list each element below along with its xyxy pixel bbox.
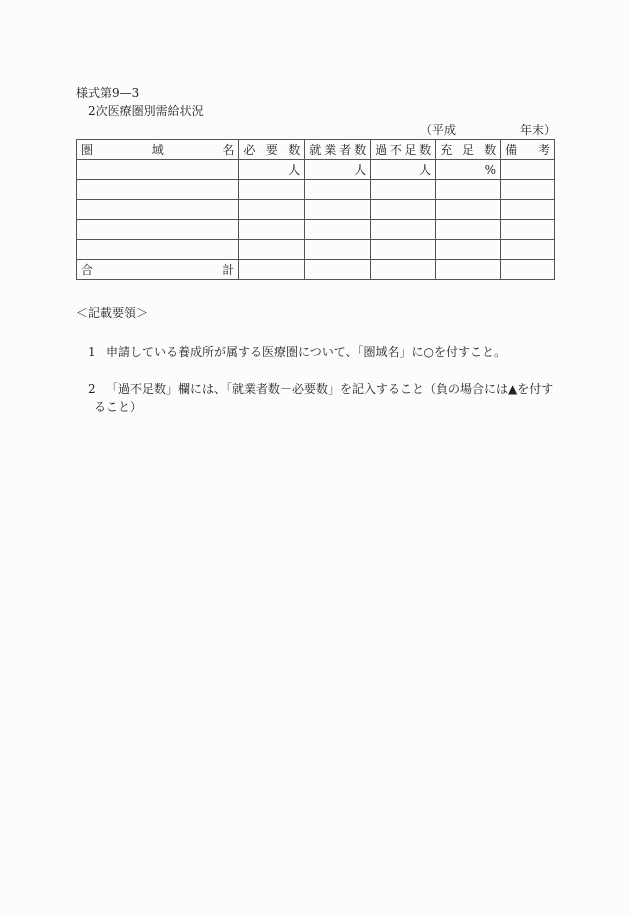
- cell[interactable]: [436, 220, 501, 240]
- total-row: [77, 260, 555, 280]
- note-text-continued: ること）: [94, 400, 143, 414]
- header-sufficiency: 充 足 数: [436, 140, 501, 160]
- cell[interactable]: [436, 240, 501, 260]
- table-row: [77, 180, 555, 200]
- cell[interactable]: [436, 260, 501, 280]
- unit-cell[interactable]: 人: [305, 160, 371, 180]
- table-row: [77, 240, 555, 260]
- cell[interactable]: [371, 200, 436, 220]
- unit-cell[interactable]: 人: [371, 160, 436, 180]
- unit-cell[interactable]: %: [436, 160, 501, 180]
- cell[interactable]: [501, 260, 555, 280]
- cell[interactable]: [239, 260, 305, 280]
- cell[interactable]: [371, 220, 436, 240]
- header-employed: 就 業 者 数: [305, 140, 371, 160]
- note-number: 2: [88, 382, 96, 396]
- cell[interactable]: [77, 220, 239, 240]
- cell[interactable]: [239, 200, 305, 220]
- cell[interactable]: [305, 240, 371, 260]
- unit-cell[interactable]: 人: [239, 160, 305, 180]
- note-item-2: [88, 380, 558, 416]
- cell[interactable]: [371, 260, 436, 280]
- table-row: [77, 200, 555, 220]
- header-surplus-deficit: 過 不 足 数: [371, 140, 436, 160]
- cell[interactable]: [239, 180, 305, 200]
- cell[interactable]: [501, 180, 555, 200]
- note-number: 1: [88, 345, 96, 359]
- period-close: 年末）: [519, 123, 556, 137]
- header-region-name: 圏 域 名: [77, 140, 239, 160]
- cell[interactable]: [436, 180, 501, 200]
- cell[interactable]: [305, 220, 371, 240]
- unit-row: [77, 160, 555, 180]
- cell[interactable]: [77, 240, 239, 260]
- cell[interactable]: [77, 160, 239, 180]
- header-required: 必 要 数: [239, 140, 305, 160]
- cell[interactable]: [371, 240, 436, 260]
- form-number: 様式第9—3: [76, 86, 140, 100]
- cell[interactable]: [77, 200, 239, 220]
- notes-heading: ＜記載要領＞: [76, 306, 149, 320]
- supply-demand-table: [76, 139, 555, 280]
- cell[interactable]: [239, 220, 305, 240]
- note-text: 「過不足数」欄には、「就業者数－必要数」を記入すること（負の場合には▲を付す: [106, 382, 554, 396]
- cell[interactable]: [305, 180, 371, 200]
- table-row: [77, 220, 555, 240]
- total-label: 合 計: [77, 260, 239, 280]
- cell[interactable]: [501, 220, 555, 240]
- header-row: [77, 140, 555, 160]
- note-item-1: [88, 343, 558, 361]
- note-text: 申請している養成所が属する医療圏について、「圏域名」に○を付すこと。: [106, 345, 506, 359]
- cell[interactable]: [501, 200, 555, 220]
- header-remarks: 備 考: [501, 140, 555, 160]
- cell[interactable]: [501, 160, 555, 180]
- cell[interactable]: [77, 180, 239, 200]
- cell[interactable]: [305, 260, 371, 280]
- document-title: 2次医療圏別需給状況: [88, 104, 204, 118]
- cell[interactable]: [305, 200, 371, 220]
- cell[interactable]: [371, 180, 436, 200]
- cell[interactable]: [436, 200, 501, 220]
- cell[interactable]: [501, 240, 555, 260]
- period-open: （平成: [420, 123, 457, 137]
- cell[interactable]: [239, 240, 305, 260]
